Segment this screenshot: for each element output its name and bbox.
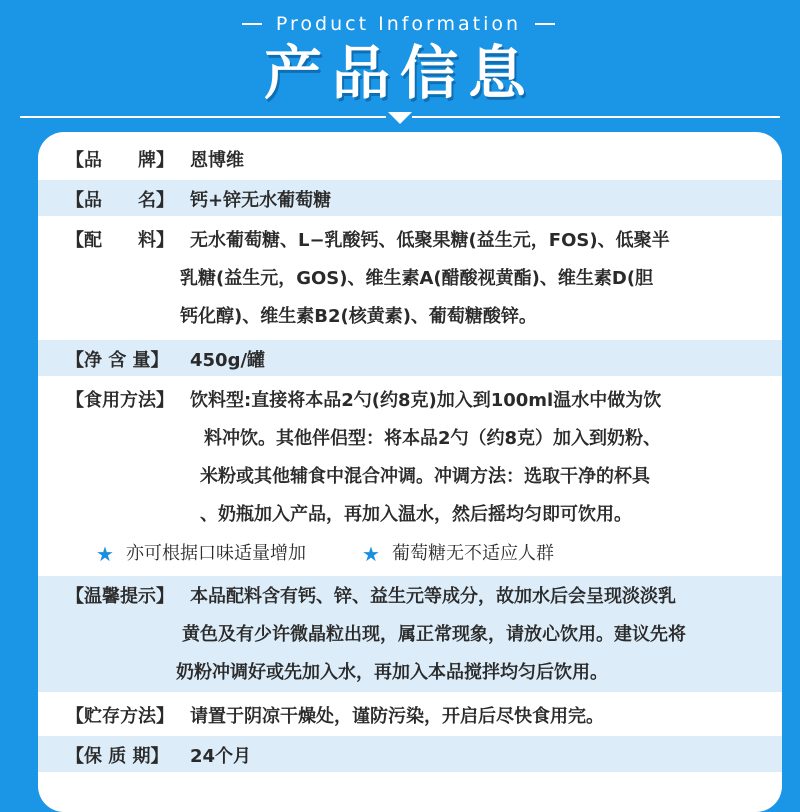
divider-right <box>412 116 780 118</box>
tips-line: 本品配料含有钙、锌、益生元等成分，故加水后会呈现淡淡乳 <box>190 586 676 607</box>
star-icon: ★ <box>96 542 114 566</box>
storage-value: 请置于阴凉干燥处，谨防污染，开启后尽快食用完。 <box>190 706 604 727</box>
star-icon: ★ <box>362 542 380 566</box>
row-net-content <box>38 340 782 376</box>
info-card <box>38 132 782 812</box>
note-text: 亦可根据口味适量增加 <box>126 543 306 564</box>
row-storage <box>38 696 782 732</box>
usage-line: 、奶瓶加入产品，再加入温水，然后摇均匀即可饮用。 <box>200 504 632 525</box>
name-value: 钙+锌无水葡萄糖 <box>190 190 332 211</box>
tips-line: 奶粉冲调好或先加入水，再加入本品搅拌均匀后饮用。 <box>176 662 608 683</box>
note-text: 葡萄糖无不适应人群 <box>392 543 554 564</box>
usage-line: 饮料型:直接将本品2勺(约8克)加入到100ml温水中做为饮 <box>190 390 662 411</box>
notes-row <box>38 536 782 572</box>
usage-line: 料冲饮。其他伴侣型：将本品2勺（约8克）加入到奶粉、 <box>204 428 662 449</box>
ingredients-line: 钙化醇)、维生素B2(核黄素)、葡萄糖酸锌。 <box>180 306 537 327</box>
english-title-row <box>0 10 800 38</box>
header <box>0 0 800 130</box>
divider-left <box>20 116 386 118</box>
usage-label: 【食用方法】 <box>66 390 174 411</box>
english-title: Product Information <box>275 13 522 35</box>
row-tips <box>38 576 782 692</box>
title-dash-left <box>242 23 262 25</box>
row-usage <box>38 380 782 534</box>
brand-label: 【品 牌】 <box>66 150 174 171</box>
ingredients-label: 【配 料】 <box>66 230 174 251</box>
row-brand <box>38 140 782 176</box>
row-shelf-life <box>38 736 782 772</box>
down-arrow-icon <box>388 112 412 124</box>
tips-label: 【温馨提示】 <box>66 586 174 607</box>
row-ingredients <box>38 220 782 336</box>
net-content-value: 450g/罐 <box>190 350 266 371</box>
shelf-life-value: 24个月 <box>190 746 252 767</box>
name-label: 【品 名】 <box>66 190 174 211</box>
net-content-label: 【净 含 量】 <box>66 350 169 371</box>
ingredients-line: 无水葡萄糖、L−乳酸钙、低聚果糖(益生元，FOS)、低聚半 <box>190 230 670 251</box>
storage-label: 【贮存方法】 <box>66 706 174 727</box>
title-dash-right <box>535 23 555 25</box>
chinese-title: 产品信息 <box>263 39 536 107</box>
tips-line: 黄色及有少许微晶粒出现，属正常现象，请放心饮用。建议先将 <box>182 624 686 645</box>
brand-value: 恩博维 <box>190 150 244 171</box>
ingredients-line: 乳糖(益生元，GOS)、维生素A(醋酸视黄酯)、维生素D(胆 <box>180 268 654 289</box>
usage-line: 米粉或其他辅食中混合冲调。冲调方法：选取干净的杯具 <box>200 466 650 487</box>
shelf-life-label: 【保 质 期】 <box>66 746 169 767</box>
row-name <box>38 180 782 216</box>
